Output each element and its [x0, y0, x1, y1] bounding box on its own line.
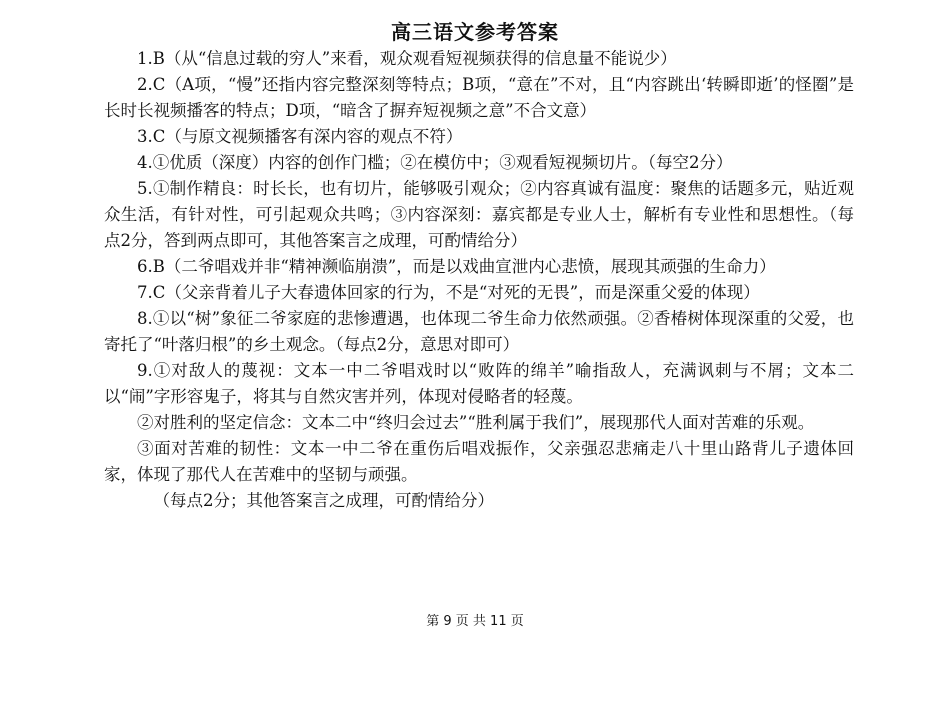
- answer-content: [104, 46, 854, 514]
- page-number: 第 9 页 共 11 页: [426, 614, 524, 629]
- answer-6: 6.B（二爷唱戏并非“精神濒临崩溃”，而是以戏曲宣泄内心悲愤，展现其顽强的生命力）: [137, 257, 776, 276]
- answer-2: 2.C（A项，“慢”还指内容完整深刻等特点；B项，“意在”不对，且“内容跳出‘转瞬即逝’的怪圈”是长时长视频播客的特点；D项，“暗含了摒弃短视频之意”不合文意）: [104, 75, 854, 120]
- answer-9-point-3: ③面对苦难的韧性：文本一中二爷在重伤后唱戏振作，父亲强忍悲痛走八十里山路背儿子遗体回家，体现了那代人在苦难中的坚韧与顽强。: [104, 439, 854, 484]
- answer-9-point-1: 9.①对敌人的蔑视：文本一中二爷唱戏时以“败阵的绵羊”喻指敌人，充满讽刺与不屑；文本二以“闹”字形容鬼子，将其与自然灾害并列，体现对侵略者的轻蔑。: [104, 361, 854, 406]
- answer-1: 1.B（从“信息过载的穷人”来看，观众观看短视频获得的信息量不能说少）: [137, 49, 677, 68]
- answer-4: 4.①优质（深度）内容的创作门槛；②在模仿中；③观看短视频切片。（每空2分）: [137, 153, 733, 172]
- answer-3: 3.C（与原文视频播客有深内容的观点不符）: [137, 127, 463, 146]
- answer-5: 5.①制作精良：时长长，也有切片，能够吸引观众；②内容真诚有温度：聚焦的话题多元，贴近观众生活，有针对性，可引起观众共鸣；③内容深刻：嘉宾都是专业人士，解析有专业性和思想性。（每点2分，答到两点即可，其他答案言之成理，可酌情给分）: [104, 179, 854, 250]
- answer-9-scoring-note: （每点2分；其他答案言之成理，可酌情给分）: [153, 491, 494, 510]
- answer-7: 7.C（父亲背着儿子大春遗体回家的行为，不是“对死的无畏”，而是深重父爱的体现）: [137, 283, 760, 302]
- page-title: 高三语文参考答案: [391, 20, 559, 44]
- answer-8: 8.①以“树”象征二爷家庭的悲惨遭遇，也体现二爷生命力依然顽强。②香椿树体现深重的父爱，也寄托了“叶落归根”的乡土观念。（每点2分，意思对即可）: [104, 309, 854, 354]
- answer-9-point-2: ②对胜利的坚定信念：文本二中“终归会过去”“胜利属于我们”，展现那代人面对苦难的乐观。: [137, 413, 815, 432]
